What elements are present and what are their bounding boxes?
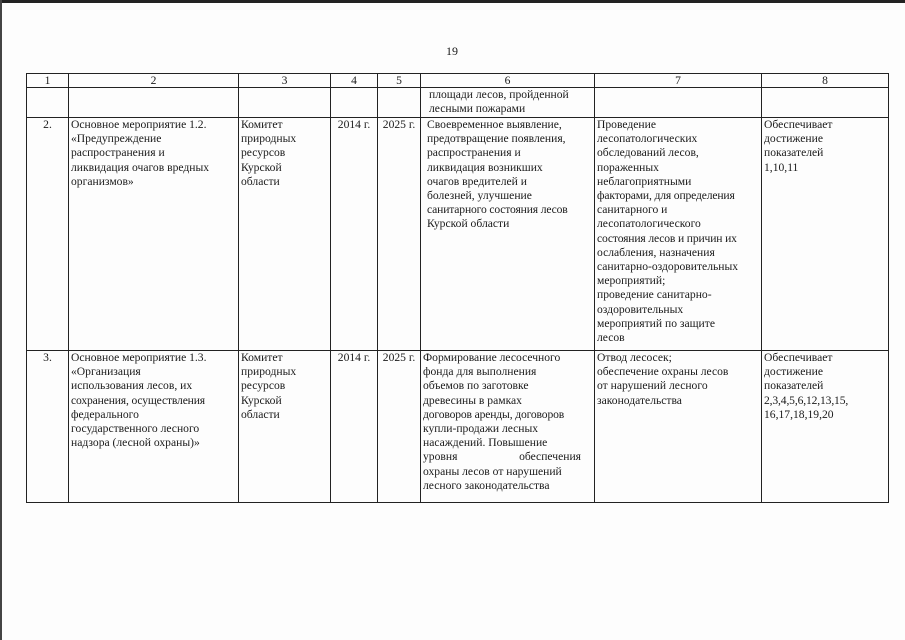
table-cell <box>762 88 889 118</box>
cell-line: законодательства <box>597 393 682 407</box>
cell-line: предотвращение появления, <box>427 132 566 146</box>
cell-line: Проведение <box>597 118 656 131</box>
cell-line: насаждений. Повышение <box>423 436 548 450</box>
row-number: 3. <box>27 351 69 503</box>
cell-line: обследований лесов, <box>597 146 699 160</box>
column-header: 4 <box>331 74 378 88</box>
column-header: 5 <box>378 74 421 88</box>
cell-line: лесов <box>597 331 625 345</box>
cell-line: купли-продажи лесных <box>423 422 539 436</box>
event-name-cell <box>69 118 239 351</box>
cell-line: Основное мероприятие 1.3. <box>71 351 207 364</box>
cell-line: природных <box>241 132 297 146</box>
indicators-cell <box>762 351 889 503</box>
cell-line: санитарного состояния лесов <box>427 203 568 217</box>
column-header: 7 <box>595 74 762 88</box>
cell-line: ресурсов <box>241 379 286 393</box>
continuation-row <box>27 88 889 118</box>
cell-line: уровня обеспечения <box>423 450 581 464</box>
cell-line: мероприятий по защите <box>597 316 715 330</box>
scan-border-left <box>0 0 2 640</box>
cell-line: ослабления, назначения <box>597 245 715 259</box>
cell-line: лесными пожарами <box>429 102 526 116</box>
table-cell <box>69 88 239 118</box>
cell-line: фонда для выполнения <box>423 365 537 379</box>
cell-line: Обеспечивает <box>764 351 833 364</box>
cell-line: области <box>241 174 280 188</box>
cell-line: лесного законодательства <box>423 478 550 492</box>
cell-line: санитарного и <box>597 203 668 217</box>
cell-line: достижение <box>764 365 823 379</box>
cell-line: распространения и <box>71 146 165 160</box>
cell-line: организмов» <box>71 174 134 188</box>
column-header: 2 <box>69 74 239 88</box>
expected-result-cell <box>421 351 595 503</box>
start-year-cell: 2014 г. <box>331 351 378 503</box>
cell-line: Отвод лесосек; <box>597 351 672 364</box>
cell-line: Курской <box>241 393 282 407</box>
cell-line: сохранения, осуществления <box>71 393 205 407</box>
cell-line: лесопатологического <box>597 217 701 231</box>
cell-line: федерального <box>71 407 139 421</box>
cell-line: достижение <box>764 132 823 146</box>
start-year-cell: 2014 г. <box>331 118 378 351</box>
cell-line: показателей <box>764 146 824 160</box>
cell-line: Комитет <box>241 351 283 364</box>
table-cell <box>378 88 421 118</box>
cell-line: неблагоприятными <box>597 174 692 188</box>
page-number: 19 <box>446 44 458 58</box>
row-number: 2. <box>27 118 69 351</box>
cell-line: области <box>241 407 280 421</box>
table-cell <box>331 88 378 118</box>
executor-cell <box>239 118 331 351</box>
cell-line: государственного лесного <box>71 422 200 436</box>
column-header: 3 <box>239 74 331 88</box>
column-header: 1 <box>27 74 69 88</box>
cell-line: «Организация <box>71 365 141 379</box>
cell-line: 2,3,4,5,6,12,13,15, <box>764 393 849 407</box>
table-row <box>27 118 889 351</box>
column-header: 6 <box>421 74 595 88</box>
table-row <box>27 351 889 503</box>
cell-line: распространения и <box>427 146 521 160</box>
cell-line: договоров аренды, договоров <box>423 407 565 421</box>
column-number-row <box>27 74 889 88</box>
cell-line: оздоровительных <box>597 302 684 316</box>
cell-line: мероприятий; <box>597 274 666 288</box>
cell-line: состояния лесов и причин их <box>597 231 737 245</box>
cell-line: санитарно-оздоровительных <box>597 260 739 274</box>
table-cell <box>27 88 69 118</box>
table-cell <box>595 88 762 118</box>
cell-line: Своевременное выявление, <box>427 118 562 131</box>
cell-line: лесопатологических <box>597 132 698 146</box>
cell-line: охраны лесов от нарушений <box>423 464 562 478</box>
cell-line: от нарушений лесного <box>597 379 708 393</box>
cell-line: 1,10,11 <box>764 160 799 174</box>
cell-line: Формирование лесосечного <box>423 351 561 364</box>
main-directions-cell <box>595 118 762 351</box>
table-cell <box>239 88 331 118</box>
end-year-cell: 2025 г. <box>378 118 421 351</box>
cell-line: «Предупреждение <box>71 132 162 146</box>
cell-line: древесины в рамках <box>423 393 522 407</box>
cell-line: Основное мероприятие 1.2. <box>71 118 207 131</box>
cell-line: ликвидация очагов вредных <box>71 160 210 174</box>
executor-cell <box>239 351 331 503</box>
cell-line: использования лесов, их <box>71 379 193 393</box>
cell-line: 16,17,18,19,20 <box>764 407 834 421</box>
column-header: 8 <box>762 74 889 88</box>
cell-line: Обеспечивает <box>764 118 833 131</box>
cell-line: проведение санитарно- <box>597 288 712 302</box>
cell-line: очагов вредителей и <box>427 174 527 188</box>
cell-line: Комитет <box>241 118 283 131</box>
cell-line: ресурсов <box>241 146 286 160</box>
indicators-cell <box>762 118 889 351</box>
program-events-table <box>26 73 889 503</box>
cell-line: природных <box>241 365 297 379</box>
cell-line: надзора (лесной охраны)» <box>71 436 200 450</box>
cell-line: Курской <box>241 160 282 174</box>
continuation-result-cell <box>421 88 595 118</box>
expected-result-cell <box>421 118 595 351</box>
cell-line: Курской области <box>427 217 510 231</box>
event-name-cell <box>69 351 239 503</box>
cell-line: ликвидация возникших <box>427 160 543 174</box>
main-directions-cell <box>595 351 762 503</box>
cell-line: площади лесов, пройденной <box>429 88 569 101</box>
cell-line: объемов по заготовке <box>423 379 529 393</box>
cell-line: обеспечение охраны лесов <box>597 365 729 379</box>
cell-line: болезней, улучшение <box>427 189 532 203</box>
end-year-cell: 2025 г. <box>378 351 421 503</box>
cell-line: факторами, для определения <box>597 189 735 203</box>
scan-border-top <box>0 0 905 3</box>
cell-line: пораженных <box>597 160 659 174</box>
cell-line: показателей <box>764 379 824 393</box>
